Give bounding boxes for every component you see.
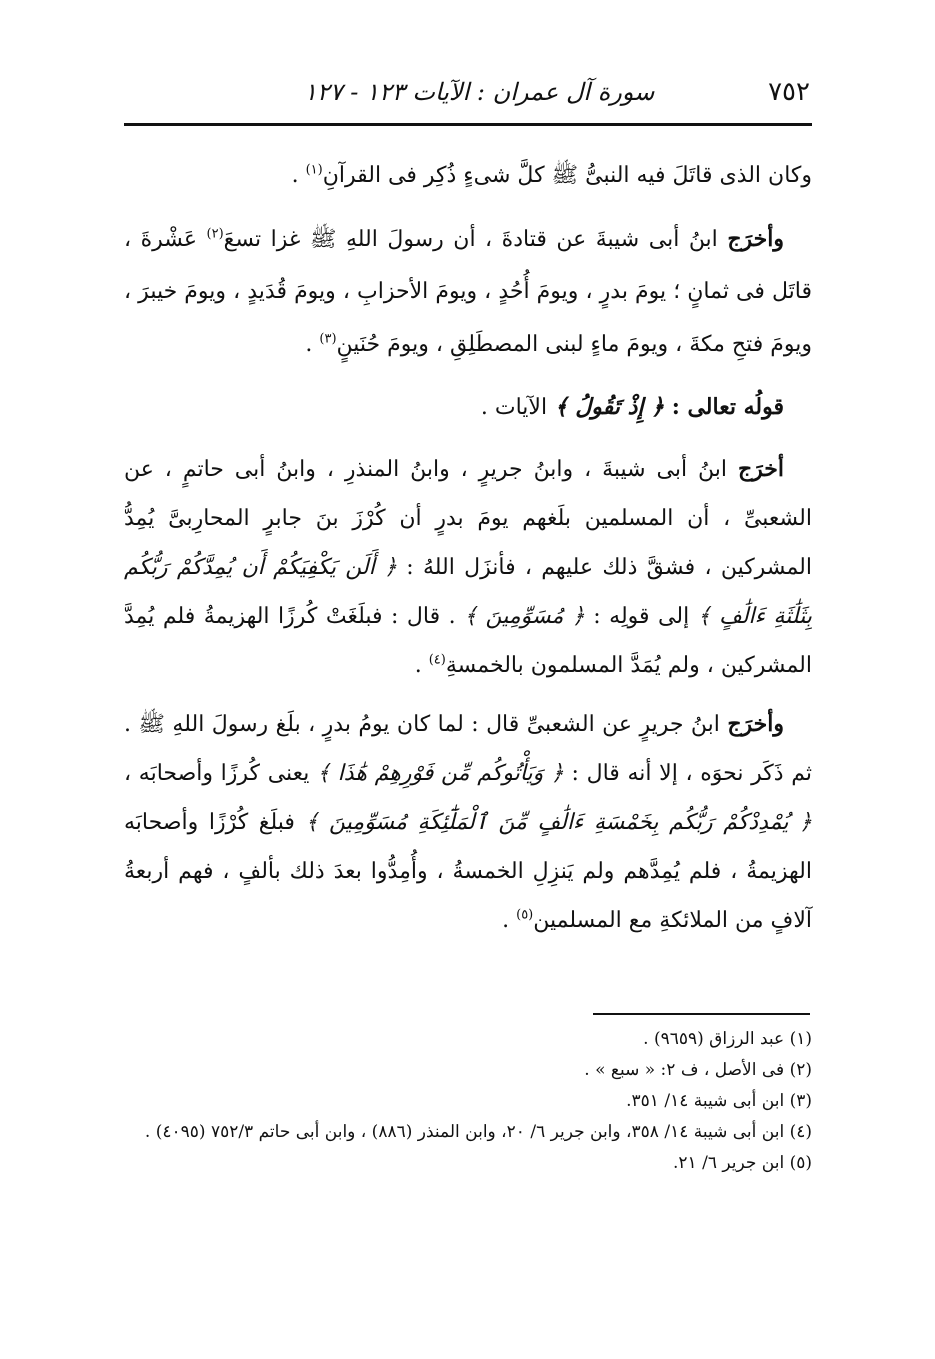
page-header	[124, 70, 810, 114]
footnote-ref-5: (٥)	[516, 907, 534, 923]
paragraph-1-text: وكان الذى قاتَلَ فيه النبىُّ ﷺ كلَّ شىءٍ ذُكِر فى القرآنِ	[322, 163, 812, 188]
verse-heading-suffix: الآيات .	[480, 395, 548, 420]
footnotes-rule	[593, 1013, 810, 1015]
paragraph-4-verse-2: ﴿ يُمْدِدْكُمْ رَبُّكُم بِخَمْسَةِ ءَالَٰفٍ مِّنَ ٱلْمَلَٰٓئِكَةِ مُسَوِّمِينَ ﴾	[294, 809, 812, 835]
paragraph-4-text-3: فبلَغ كُرْزًا وأصحابَه الهزيمةُ ، فلم يُمِدَّهم ولم يَنزِلِ الخمسةُ ، وأُمِدُّوا بعدَ ذلك بألفٍ ، فهم أربعةُ آلافٍ من الملائكةِ مع المسلمين	[124, 809, 812, 933]
footnote-4: (٤) ابن أبى شيبة ١٤/ ٣٥٨، وابن جرير ٦/ ٢٠، وابن المنذر (٨٨٦) ، وابن أبى حاتم ٧٥٢/٣ (٤٠٩٥) .	[144, 1122, 812, 1142]
paragraph-4-verse-1: ﴿ وَيَأْتُوكُم مِّن فَوْرِهِمْ هَٰذَا ﴾	[309, 760, 572, 786]
paragraph-2-text-2: عَشْرةَ ، قاتَل فى ثمانٍ ؛ يومَ بدرٍ ، ويومَ أُحُدٍ ، ويومَ الأحزابِ ، ويومَ قُدَيدٍ ، ويومَ خيبرَ ، ويومَ فتحِ مكةَ ، ويومَ ماءٍ لبنى المصطَلِقِ ، ويومَ حُنَينٍ	[124, 226, 812, 357]
footnote-5: (٥) ابن جرير ٦/ ٢١.	[673, 1153, 812, 1173]
paragraph-3-text-1: ابنُ أبى شيبةَ ، وابنُ جريرٍ ، وابنُ المنذرِ ، وابنُ أبى حاتمٍ ، عن الشعبىِّ ، أن المسلمين بلَغهم يومَ بدرٍ أن كُرْزَ بنَ جابرٍ المحارِبىَّ يُمِدُّ المشركين ، فشقَّ ذلك عليهم ، فأنزَل اللهُ :	[124, 456, 812, 580]
verse-heading-label: قولُه تعالى :	[671, 394, 784, 420]
footnote-3: (٣) ابن أبى شيبة ١٤/ ٣٥١.	[626, 1091, 812, 1111]
main-text	[124, 150, 812, 955]
paragraph-3-verse-2: ﴿ مُسَوِّمِينَ ﴾	[455, 603, 594, 629]
running-title: سورة آل عمران : الآيات ١٢٣ - ١٢٧	[304, 78, 655, 106]
paragraph-3-verse-1: ﴿ أَلَن يَكْفِيَكُمْ أَن يُمِدَّكُمْ رَبُّكُم بِثَلَٰثَةِ ءَالَٰفٍ ﴾	[124, 554, 812, 629]
footnote-ref-3: (٣)	[319, 331, 337, 347]
paragraph-4-lead: وأخرَج	[727, 710, 784, 737]
paragraph-4	[124, 700, 812, 945]
paragraph-3-end: .	[414, 652, 429, 678]
footnote-2: (٢) فى الأصل ، ف ٢: « سبع » .	[584, 1060, 812, 1080]
paragraph-1-end: .	[291, 163, 306, 188]
footnote-ref-2: (٢)	[206, 226, 224, 242]
paragraph-4-text-1: ابنُ جريرٍ عن الشعبىِّ قال : لما كان يومُ بدرٍ ، بلَغ رسولَ اللهِ ﷺ . ثم ذَكَر نحوَه ، إلا أنه قال :	[124, 711, 812, 786]
header-rule	[124, 123, 812, 126]
footnote-1: (١) عبد الرزاق (٩٦٥٩) .	[643, 1029, 812, 1049]
footnote-ref-4: (٤)	[428, 652, 446, 668]
footnotes	[124, 1024, 812, 1179]
paragraph-2-lead: وأخرَج	[727, 225, 784, 252]
paragraph-2-text-1: ابنُ أبى شيبةَ عن قتادةَ ، أن رسولَ اللهِ ﷺ غزا تسعَ	[223, 226, 728, 252]
paragraph-4-end: .	[502, 907, 517, 933]
paragraph-2	[124, 213, 812, 372]
verse-heading-verse: ﴿ إِذْ تَقُولُ ﴾	[547, 394, 672, 420]
paragraph-1	[124, 150, 812, 203]
verse-heading	[124, 381, 812, 435]
page-number: ٧٥٢	[768, 77, 810, 107]
paragraph-4-text-2: يعنى كُرزًا وأصحابَه ،	[124, 760, 310, 786]
paragraph-3-lead: أخرَج	[737, 455, 784, 482]
paragraph-2-end: .	[305, 331, 320, 357]
paragraph-3-text-3: . قال : فبلَغَتْ كُرزًا الهزيمةُ فلم يُمِدَّ المشركين ، ولم يُمَدَّ المسلمون بالخمسةِ	[124, 603, 812, 678]
paragraph-3-text-2: إلى قولِه :	[593, 603, 690, 629]
footnote-ref-1: (١)	[305, 162, 323, 178]
paragraph-3	[124, 445, 812, 690]
